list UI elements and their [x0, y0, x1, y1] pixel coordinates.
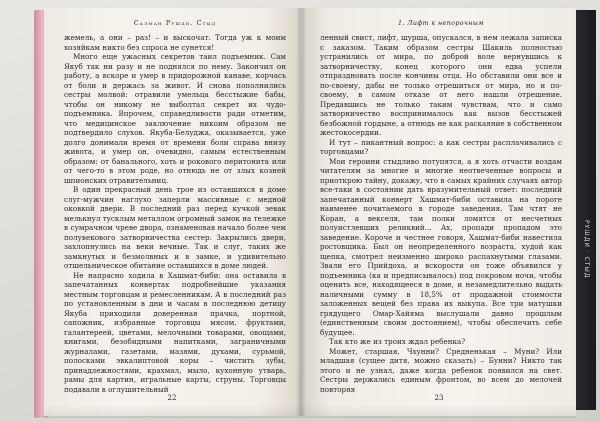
- paragraph: Может, старшая, Чхунни? Средненькая – Муни? Или младшая (сущее дитя, можно сказать) – Бунни? Никто так этого и не узнал, даже когда ребенок появился на свет. Сестры держались единым фронтом, во всем до мелочей повторяя: [320, 346, 562, 394]
- book-gutter: [296, 8, 306, 416]
- paragraph: ленный свист, лифт, шурша, опускался, в нем лежала записка с заказом. Таким образом сестры Шакиль полностью устранились от мира, по доброй воле вернувшись к затворничеству, конец которого они едва успели отпраздновать после кончины отца. Но обставили они все и по-своему, дабы не только отрешиться от мира, но и по-своему, в самом отказе от него нашли отрешение. Предавшись не только таким чувствам, что и само затворничество воспринималось как вызов бесстыжей безбожной гордыне, а отнюдь не как раскаяние в собственном жестокосердии.: [320, 33, 562, 137]
- paragraph: Мои героини стыдливо потупятся, а я хоть отчасти воздам читателям за многие и многие неотвеченные вопросы и приоткрою тайну, докажу, что в самых крайних случаях автор все-таки в состоянии дать вразумительный ответ: последний запечатанный конверт Хашмат-биби оставила на пороге наименее почитаемого в городе заведения. Там чтят не Коран, а векселя, там полки ломятся от несчетных полуистлевших реликвий... Ах, пропади пропадом это заведение. Короче и честнее говоря, Хашмат-биби навестила ростовщика. Был он неопределенного возраста, худой как щепка, смотрел неизменно широко распахнутыми глазами. Звали его Прийдоха, и вскорости он тоже объявился у подъемника (ка и предписывалось) под покровом ночи, чтобы оценить все, находящееся в доме, и незамедлительно выдать наличными сумму в 18,5% от продажной стоимости заложенных вещей без права их выкупа. Все три матушки грядущего Омар-Хайяма выслушали давно прошлым (единственным своим достоянием), чтобы обеспечить себе будущее.: [320, 156, 562, 337]
- left-running-header: Салман Рушди. Стыд: [133, 20, 217, 27]
- page-shadow: [44, 404, 576, 418]
- right-page-number: 23: [434, 394, 444, 402]
- left-page-text: [64, 33, 286, 394]
- dark-cover-edge: [574, 10, 596, 410]
- right-page: [302, 8, 576, 416]
- left-page-number: 22: [167, 394, 177, 402]
- spine-text: РУШДИ · СТЫД: [583, 220, 590, 279]
- right-running-header: 1. Лифт к непорочным: [398, 20, 484, 27]
- paragraph: жемель, а они – раз! – и выскочат. Тогда уж к моим хозяйкам никто без спроса не сунется!: [64, 33, 286, 52]
- paragraph: Так кто же из троих ждал ребенка?: [329, 337, 466, 346]
- paragraph: И тут – пикантный вопрос: а как сестры расплачивались с торговцами?: [320, 137, 562, 156]
- right-page-text: [320, 33, 562, 394]
- paragraph: Много еще ужасных секретов таил подъемник. Сам Якуб так ни разу и не поднялся по нему. Закончил он работу, а вскоре и умер в придорожной канаве, корчась от боли и держась за живот. И снова пополнились сестры молвой: отравили умельца бесстыжие бабы, чтобы он никому не выболтал секрет их чудо-подъемника. Впрочем, справедливости ради отметим, что медицинское заключение никоим образом не подтвердило слухов. Якуба-Белуджа, оказывается, уже долго донимали время от времени боли справа внизу живота, и умер он, очевидно, самым естественным образом: от банального, хоть и рокового перитонита или от чего-то в этом роде, но отнюдь не от злых козней шпионских отравительниц.: [64, 52, 286, 185]
- paragraph: Не напрасно ходила в Хашмат-биби: она оставила в запечатанных конвертах подробнейшие указания местным торговцам и ремесленникам. А в последний раз по установленным в дни и часам в последнюю детицу Якуба приходили доверенная прачка, портной, сапожник, избранные торговцы мясом, фруктами, галантереей, цветами, мелочными товарами, овощами, книгами, безобидными напитками, заграничными журналами, газетами, мазями, духами, сурьмой, полосками эвкалиптовой коры – чистить зубы, принадлежностями, крахмал, мыло, кухонную утварь, рамы для картин, игральные карты, струны. Торговцы подавали в оглушительный: [64, 270, 286, 394]
- left-page: [44, 8, 300, 416]
- paragraph: В один прекрасный день трое из оставшихся в доме слуг-мужчин наглухо заперли массивные с медной оковкой двери. В последний раз перед кучкой зевак мелькнул тусклым металлом огромный замок на тележке в сумрачном чреве двора, ознаменовав начало более чем полувекового затворничества сестер. Закрылись двери, захлопнулись на веки вечные. Так и слуг, таких же замкнутых и безмолвных и в замке, и удивительно отшельническое обитание оставшихся в доме людей.: [64, 185, 286, 270]
